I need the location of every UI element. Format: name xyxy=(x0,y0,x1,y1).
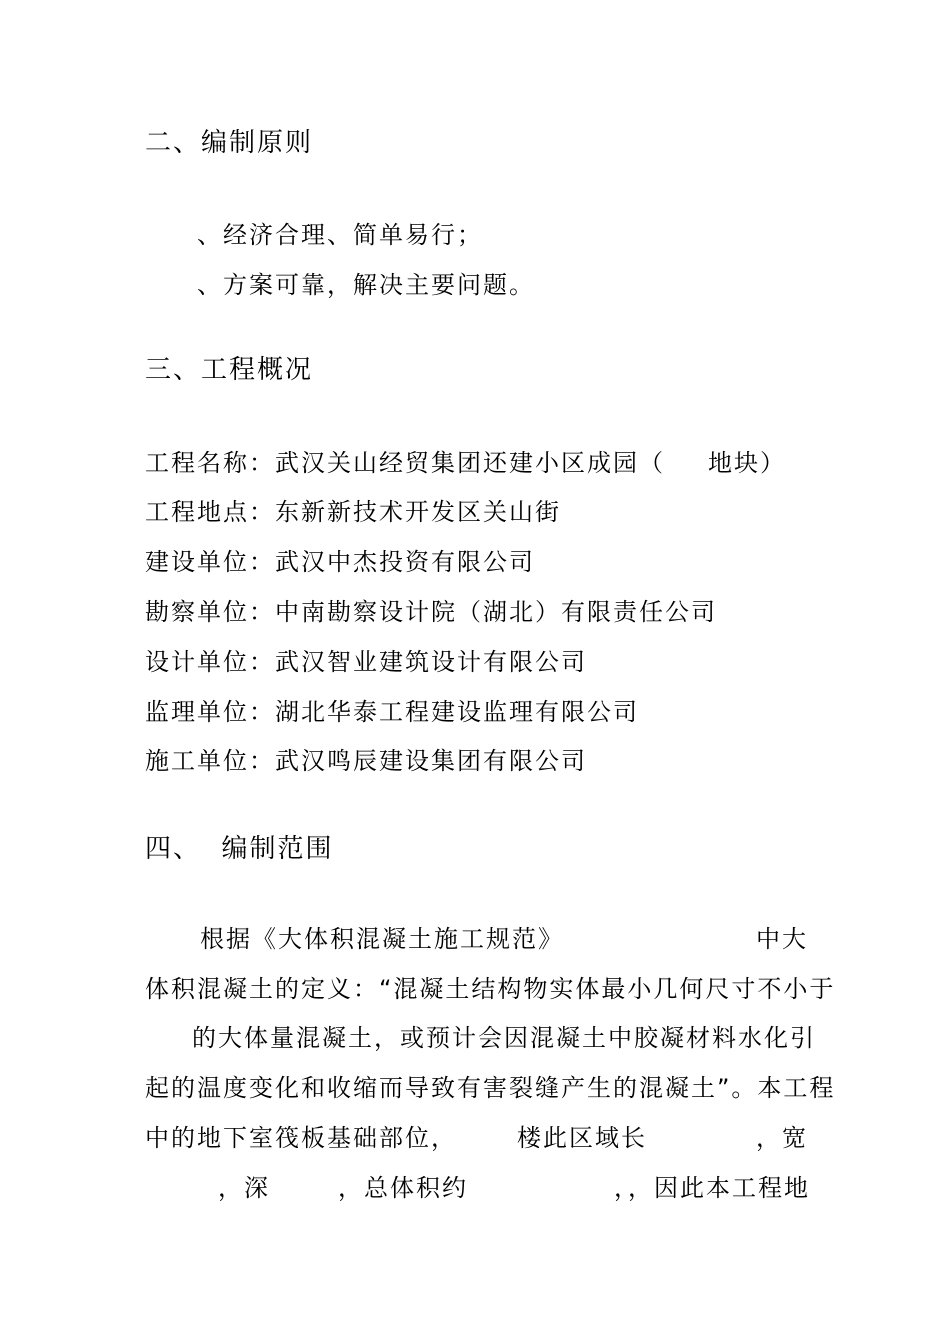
field-value: 武汉智业建筑设计有限公司 xyxy=(275,648,587,676)
field-construction-unit xyxy=(145,546,535,578)
field-label: 监理单位： xyxy=(145,698,275,726)
scope-text: 体积混凝土的定义：“混凝土结构物实体最小几何尺寸不小于 xyxy=(145,975,836,1003)
scope-text: ，，因此本工程地 xyxy=(614,1174,810,1202)
scope-text: 楼此区域长 xyxy=(517,1124,647,1152)
field-label: 设计单位： xyxy=(145,648,275,676)
field-survey-unit xyxy=(145,596,717,628)
field-value: 武汉鸣辰建设集团有限公司 xyxy=(275,747,587,775)
field-label: 勘察单位： xyxy=(145,598,275,626)
field-project-name xyxy=(145,447,665,479)
field-label: 建设单位： xyxy=(145,548,275,576)
field-value-suffix: 地块） xyxy=(708,449,786,477)
field-value: 湖北华泰工程建设监理有限公司 xyxy=(275,698,639,726)
principle-item: 、经济合理、简单易行； xyxy=(197,221,483,249)
field-value: 武汉中杰投资有限公司 xyxy=(275,548,535,576)
field-label: 工程地点： xyxy=(145,498,275,526)
scope-text: 起的温度变化和收缩而导致有害裂缝产生的混凝土”。本工程 xyxy=(145,1074,836,1102)
scope-text: ，深 xyxy=(218,1174,270,1202)
section-heading-scope: 四、 编制范围 xyxy=(145,834,334,864)
scope-text: 的大体量混凝土，或预计会因混凝土中胶凝材料水化引 xyxy=(192,1024,816,1052)
scope-text: ，总体积约 xyxy=(338,1174,468,1202)
scope-text: 中大 xyxy=(756,925,808,953)
scope-text: 根据《大体积混凝土施工规范》 xyxy=(200,925,564,953)
section-heading-overview: 三、工程概况 xyxy=(145,355,314,385)
field-project-location xyxy=(145,496,561,528)
principle-item: 、方案可靠，解决主要问题。 xyxy=(197,271,535,299)
scope-text: ，宽 xyxy=(756,1124,808,1152)
scope-text: 中的地下室筏板基础部位， xyxy=(145,1124,457,1152)
section-heading-principles: 二、编制原则 xyxy=(145,128,314,158)
field-label: 施工单位： xyxy=(145,747,275,775)
field-design-unit xyxy=(145,646,587,678)
field-value: 中南勘察设计院（湖北）有限责任公司 xyxy=(275,598,717,626)
field-builder-unit xyxy=(145,745,587,777)
field-value: 东新新技术开发区关山街 xyxy=(275,498,561,526)
field-label: 工程名称： xyxy=(145,449,275,477)
field-value: 武汉关山经贸集团还建小区成园（ xyxy=(275,449,665,477)
field-supervision-unit xyxy=(145,696,639,728)
